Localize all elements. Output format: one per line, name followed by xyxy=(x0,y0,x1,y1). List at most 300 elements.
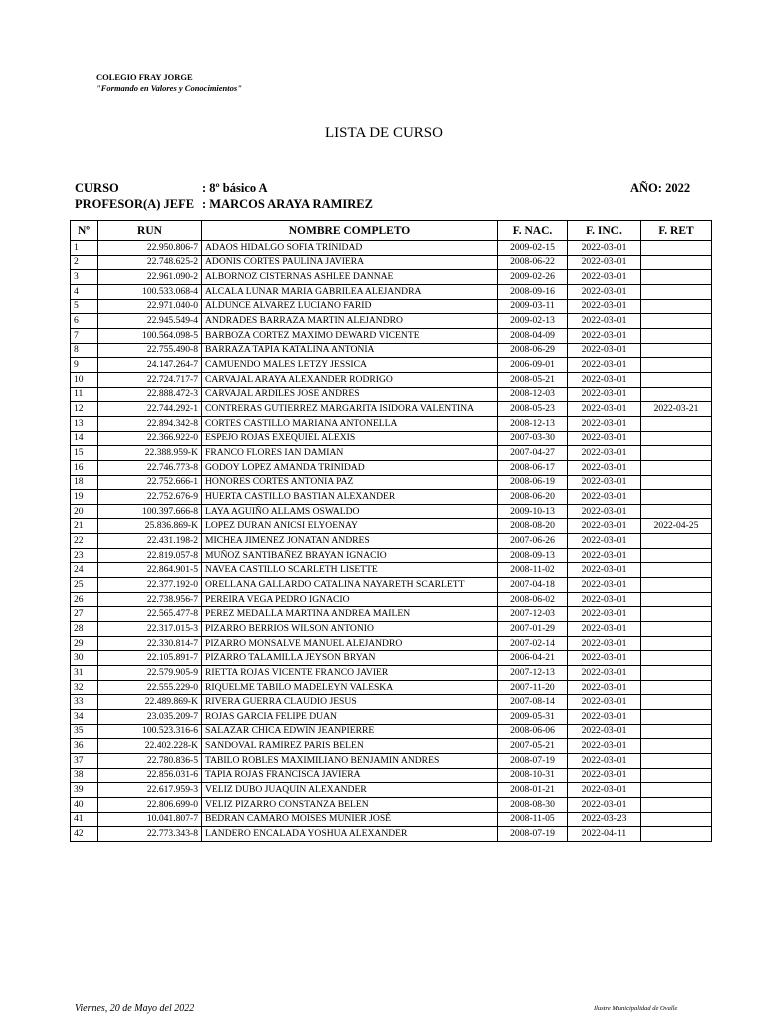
cell-number: 21 xyxy=(71,519,98,534)
cell-run: 22.752.676-9 xyxy=(98,490,202,505)
cell-number: 20 xyxy=(71,504,98,519)
cell-withdrawal-date xyxy=(641,490,712,505)
cell-run: 22.856.031-6 xyxy=(98,768,202,783)
footer-date: Viernes, 20 de Mayo del 2022 xyxy=(75,1003,195,1014)
cell-enrollment-date: 2022-03-01 xyxy=(568,651,641,666)
cell-birth-date: 2007-06-26 xyxy=(498,534,568,549)
table-row xyxy=(71,534,712,549)
cell-run: 22.950.806-7 xyxy=(98,241,202,256)
cell-birth-date: 2006-09-01 xyxy=(498,358,568,373)
cell-enrollment-date: 2022-03-01 xyxy=(568,724,641,739)
table-row xyxy=(71,255,712,270)
cell-birth-date: 2009-10-13 xyxy=(498,504,568,519)
cell-run: 100.397.666-8 xyxy=(98,504,202,519)
cell-full-name: TAPIA ROJAS FRANCISCA JAVIERA xyxy=(202,768,498,783)
cell-enrollment-date: 2022-03-01 xyxy=(568,739,641,754)
table-row xyxy=(71,710,712,725)
cell-run: 22.565.477-8 xyxy=(98,607,202,622)
profesor-line xyxy=(75,197,373,212)
header-number: Nº xyxy=(71,221,98,241)
cell-birth-date: 2007-05-21 xyxy=(498,739,568,754)
table-row xyxy=(71,475,712,490)
cell-run: 22.579.905-9 xyxy=(98,666,202,681)
cell-number: 32 xyxy=(71,680,98,695)
cell-full-name: LOPEZ DURAN ANICSI ELYOENAY xyxy=(202,519,498,534)
cell-full-name: RIVERA GUERRA CLAUDIO JESUS xyxy=(202,695,498,710)
cell-withdrawal-date xyxy=(641,343,712,358)
school-header xyxy=(96,72,242,94)
cell-enrollment-date: 2022-03-01 xyxy=(568,666,641,681)
table-row xyxy=(71,636,712,651)
cell-withdrawal-date xyxy=(641,299,712,314)
table-row xyxy=(71,812,712,827)
cell-run: 22.105.891-7 xyxy=(98,651,202,666)
cell-enrollment-date: 2022-03-01 xyxy=(568,563,641,578)
cell-birth-date: 2008-09-13 xyxy=(498,548,568,563)
cell-birth-date: 2009-02-26 xyxy=(498,270,568,285)
cell-full-name: ALDUNCE ALVAREZ LUCIANO FARID xyxy=(202,299,498,314)
cell-enrollment-date: 2022-03-01 xyxy=(568,446,641,461)
cell-birth-date: 2008-12-03 xyxy=(498,387,568,402)
cell-number: 15 xyxy=(71,446,98,461)
table-row xyxy=(71,739,712,754)
cell-birth-date: 2007-12-13 xyxy=(498,666,568,681)
cell-run: 22.402.228-K xyxy=(98,739,202,754)
cell-number: 4 xyxy=(71,284,98,299)
cell-birth-date: 2008-09-16 xyxy=(498,284,568,299)
document-title: LISTA DE CURSO xyxy=(325,125,443,141)
cell-number: 42 xyxy=(71,827,98,842)
cell-run: 22.748.625-2 xyxy=(98,255,202,270)
cell-withdrawal-date xyxy=(641,724,712,739)
table-row xyxy=(71,431,712,446)
cell-number: 41 xyxy=(71,812,98,827)
cell-run: 100.564.098-5 xyxy=(98,328,202,343)
cell-birth-date: 2008-06-17 xyxy=(498,460,568,475)
table-row xyxy=(71,299,712,314)
cell-enrollment-date: 2022-03-01 xyxy=(568,372,641,387)
cell-withdrawal-date xyxy=(641,739,712,754)
cell-number: 22 xyxy=(71,534,98,549)
cell-full-name: PIZARRO MONSALVE MANUEL ALEJANDRO xyxy=(202,636,498,651)
cell-birth-date: 2007-03-30 xyxy=(498,431,568,446)
cell-withdrawal-date xyxy=(641,783,712,798)
cell-number: 2 xyxy=(71,255,98,270)
cell-withdrawal-date: 2022-04-25 xyxy=(641,519,712,534)
cell-run: 22.971.040-0 xyxy=(98,299,202,314)
cell-number: 40 xyxy=(71,797,98,812)
profesor-label: PROFESOR(A) JEFE xyxy=(75,197,195,211)
cell-run: 24.147.264-7 xyxy=(98,358,202,373)
cell-withdrawal-date xyxy=(641,387,712,402)
table-row xyxy=(71,578,712,593)
cell-withdrawal-date xyxy=(641,504,712,519)
table-row xyxy=(71,314,712,329)
cell-full-name: ROJAS GARCIA FELIPE DUAN xyxy=(202,710,498,725)
cell-run: 23.035.209-7 xyxy=(98,710,202,725)
cell-full-name: ADAOS HIDALGO SOFIA TRINIDAD xyxy=(202,241,498,256)
cell-full-name: ADONIS CORTES PAULINA JAVIERA xyxy=(202,255,498,270)
cell-run: 22.819.057-8 xyxy=(98,548,202,563)
cell-enrollment-date: 2022-03-01 xyxy=(568,241,641,256)
cell-number: 6 xyxy=(71,314,98,329)
cell-number: 23 xyxy=(71,548,98,563)
cell-withdrawal-date xyxy=(641,812,712,827)
cell-birth-date: 2008-08-30 xyxy=(498,797,568,812)
header-full-name: NOMBRE COMPLETO xyxy=(202,221,498,241)
cell-birth-date: 2008-11-02 xyxy=(498,563,568,578)
cell-full-name: CARVAJAL ARAYA ALEXANDER RODRIGO xyxy=(202,372,498,387)
cell-birth-date: 2008-05-23 xyxy=(498,402,568,417)
cell-birth-date: 2006-04-21 xyxy=(498,651,568,666)
cell-full-name: LANDERO ENCALADA YOSHUA ALEXANDER xyxy=(202,827,498,842)
cell-run: 22.366.922-0 xyxy=(98,431,202,446)
cell-enrollment-date: 2022-03-01 xyxy=(568,504,641,519)
cell-full-name: PEREIRA VEGA PEDRO IGNACIO xyxy=(202,592,498,607)
cell-full-name: ORELLANA GALLARDO CATALINA NAYARETH SCARLETT xyxy=(202,578,498,593)
cell-full-name: RIETTA ROJAS VICENTE FRANCO JAVIER xyxy=(202,666,498,681)
cell-withdrawal-date xyxy=(641,372,712,387)
cell-withdrawal-date xyxy=(641,651,712,666)
table-row xyxy=(71,416,712,431)
cell-birth-date: 2008-06-29 xyxy=(498,343,568,358)
cell-full-name: BEDRAN CAMARO MOISES MUNIER JOSÉ xyxy=(202,812,498,827)
cell-run: 22.746.773-8 xyxy=(98,460,202,475)
cell-run: 22.744.292-1 xyxy=(98,402,202,417)
table-row xyxy=(71,402,712,417)
cell-enrollment-date: 2022-03-01 xyxy=(568,328,641,343)
table-row xyxy=(71,504,712,519)
cell-run: 22.806.699-0 xyxy=(98,797,202,812)
cell-birth-date: 2008-01-21 xyxy=(498,783,568,798)
table-row xyxy=(71,563,712,578)
school-name: COLEGIO FRAY JORGE xyxy=(96,72,193,82)
cell-full-name: BARBOZA CORTEZ MAXIMO DEWARD VICENTE xyxy=(202,328,498,343)
cell-enrollment-date: 2022-03-01 xyxy=(568,622,641,637)
cell-number: 9 xyxy=(71,358,98,373)
cell-number: 37 xyxy=(71,753,98,768)
table-body xyxy=(71,241,712,842)
cell-number: 28 xyxy=(71,622,98,637)
cell-enrollment-date: 2022-03-01 xyxy=(568,314,641,329)
cell-withdrawal-date xyxy=(641,578,712,593)
cell-full-name: HUERTA CASTILLO BASTIAN ALEXANDER xyxy=(202,490,498,505)
cell-full-name: VELIZ PIZARRO CONSTANZA BELEN xyxy=(202,797,498,812)
cell-run: 25.836.869-K xyxy=(98,519,202,534)
table-row xyxy=(71,651,712,666)
cell-run: 22.489.869-K xyxy=(98,695,202,710)
cell-withdrawal-date xyxy=(641,710,712,725)
cell-birth-date: 2008-12-13 xyxy=(498,416,568,431)
cell-full-name: FRANCO FLORES IAN DAMIAN xyxy=(202,446,498,461)
cell-number: 14 xyxy=(71,431,98,446)
table-row xyxy=(71,490,712,505)
table-row xyxy=(71,680,712,695)
cell-number: 7 xyxy=(71,328,98,343)
header-run: RUN xyxy=(98,221,202,241)
cell-withdrawal-date xyxy=(641,446,712,461)
cell-enrollment-date: 2022-03-01 xyxy=(568,636,641,651)
cell-withdrawal-date xyxy=(641,534,712,549)
cell-number: 24 xyxy=(71,563,98,578)
cell-full-name: ANDRADES BARRAZA MARTIN ALEJANDRO xyxy=(202,314,498,329)
cell-withdrawal-date xyxy=(641,460,712,475)
cell-withdrawal-date xyxy=(641,358,712,373)
cell-run: 22.724.717-7 xyxy=(98,372,202,387)
cell-enrollment-date: 2022-03-01 xyxy=(568,534,641,549)
cell-birth-date: 2008-10-31 xyxy=(498,768,568,783)
cell-birth-date: 2009-02-13 xyxy=(498,314,568,329)
cell-enrollment-date: 2022-03-01 xyxy=(568,797,641,812)
cell-withdrawal-date xyxy=(641,797,712,812)
cell-withdrawal-date xyxy=(641,431,712,446)
cell-enrollment-date: 2022-03-01 xyxy=(568,490,641,505)
table-row xyxy=(71,783,712,798)
cell-birth-date: 2008-06-22 xyxy=(498,255,568,270)
cell-withdrawal-date xyxy=(641,607,712,622)
cell-enrollment-date: 2022-03-01 xyxy=(568,519,641,534)
cell-enrollment-date: 2022-03-01 xyxy=(568,343,641,358)
cell-number: 29 xyxy=(71,636,98,651)
cell-enrollment-date: 2022-03-01 xyxy=(568,284,641,299)
cell-withdrawal-date xyxy=(641,475,712,490)
cell-number: 27 xyxy=(71,607,98,622)
profesor-value: : MARCOS ARAYA RAMIREZ xyxy=(202,197,373,211)
table-row xyxy=(71,270,712,285)
cell-birth-date: 2007-12-03 xyxy=(498,607,568,622)
cell-run: 22.617.959-3 xyxy=(98,783,202,798)
cell-enrollment-date: 2022-03-01 xyxy=(568,578,641,593)
cell-withdrawal-date xyxy=(641,753,712,768)
cell-number: 25 xyxy=(71,578,98,593)
table-row xyxy=(71,372,712,387)
cell-number: 16 xyxy=(71,460,98,475)
cell-full-name: CORTES CASTILLO MARIANA ANTONELLA xyxy=(202,416,498,431)
table-row xyxy=(71,519,712,534)
course-list-table xyxy=(70,220,712,842)
cell-birth-date: 2007-11-20 xyxy=(498,680,568,695)
cell-number: 8 xyxy=(71,343,98,358)
cell-enrollment-date: 2022-03-01 xyxy=(568,475,641,490)
cell-number: 10 xyxy=(71,372,98,387)
curso-line xyxy=(75,181,268,196)
cell-full-name: HONORES CORTES ANTONIA PAZ xyxy=(202,475,498,490)
cell-full-name: PIZARRO TALAMILLA JEYSON BRYAN xyxy=(202,651,498,666)
cell-full-name: CARVAJAL ARDILES JOSE ANDRES xyxy=(202,387,498,402)
cell-number: 26 xyxy=(71,592,98,607)
cell-withdrawal-date xyxy=(641,314,712,329)
cell-full-name: ESPEJO ROJAS EXEQUIEL ALEXIS xyxy=(202,431,498,446)
cell-birth-date: 2008-06-02 xyxy=(498,592,568,607)
cell-number: 5 xyxy=(71,299,98,314)
cell-run: 22.377.192-0 xyxy=(98,578,202,593)
cell-run: 22.388.959-K xyxy=(98,446,202,461)
curso-value: : 8º básico A xyxy=(202,181,268,195)
cell-full-name: MUÑOZ SANTIBAÑEZ BRAYAN IGNACIO xyxy=(202,548,498,563)
header-withdrawal-date: F. RET xyxy=(641,221,712,241)
cell-enrollment-date: 2022-03-01 xyxy=(568,768,641,783)
cell-enrollment-date: 2022-03-01 xyxy=(568,431,641,446)
cell-withdrawal-date xyxy=(641,241,712,256)
table-row xyxy=(71,827,712,842)
cell-withdrawal-date xyxy=(641,768,712,783)
table-row xyxy=(71,753,712,768)
cell-birth-date: 2007-04-27 xyxy=(498,446,568,461)
cell-run: 22.894.342-8 xyxy=(98,416,202,431)
curso-label: CURSO xyxy=(75,181,119,195)
table-row xyxy=(71,358,712,373)
cell-run: 22.961.090-2 xyxy=(98,270,202,285)
cell-full-name: PIZARRO BERRIOS WILSON ANTONIO xyxy=(202,622,498,637)
cell-withdrawal-date xyxy=(641,328,712,343)
cell-run: 22.773.343-8 xyxy=(98,827,202,842)
table-row xyxy=(71,446,712,461)
cell-enrollment-date: 2022-03-01 xyxy=(568,460,641,475)
table-row xyxy=(71,460,712,475)
cell-number: 19 xyxy=(71,490,98,505)
cell-enrollment-date: 2022-03-23 xyxy=(568,812,641,827)
cell-number: 13 xyxy=(71,416,98,431)
cell-number: 33 xyxy=(71,695,98,710)
cell-run: 22.888.472-3 xyxy=(98,387,202,402)
header-birth-date: F. NAC. xyxy=(498,221,568,241)
cell-run: 22.330.814-7 xyxy=(98,636,202,651)
cell-birth-date: 2007-02-14 xyxy=(498,636,568,651)
cell-withdrawal-date xyxy=(641,284,712,299)
cell-run: 22.755.490-8 xyxy=(98,343,202,358)
cell-withdrawal-date xyxy=(641,622,712,637)
table-row xyxy=(71,607,712,622)
cell-enrollment-date: 2022-03-01 xyxy=(568,753,641,768)
cell-full-name: SANDOVAL RAMIREZ PARIS BELEN xyxy=(202,739,498,754)
cell-full-name: BARRAZA TAPIA KATALINA ANTONIA xyxy=(202,343,498,358)
table-row xyxy=(71,592,712,607)
cell-full-name: RIQUELME TABILO MADELEYN VALESKA xyxy=(202,680,498,695)
cell-full-name: CAMUENDO MALES LETZY JESSICA xyxy=(202,358,498,373)
cell-withdrawal-date xyxy=(641,636,712,651)
cell-birth-date: 2009-05-31 xyxy=(498,710,568,725)
cell-enrollment-date: 2022-03-01 xyxy=(568,548,641,563)
cell-enrollment-date: 2022-03-01 xyxy=(568,783,641,798)
cell-enrollment-date: 2022-03-01 xyxy=(568,270,641,285)
cell-enrollment-date: 2022-03-01 xyxy=(568,710,641,725)
cell-enrollment-date: 2022-03-01 xyxy=(568,358,641,373)
cell-withdrawal-date xyxy=(641,548,712,563)
cell-number: 39 xyxy=(71,783,98,798)
header-enrollment-date: F. INC. xyxy=(568,221,641,241)
cell-withdrawal-date xyxy=(641,563,712,578)
cell-birth-date: 2009-02-15 xyxy=(498,241,568,256)
table-row xyxy=(71,548,712,563)
cell-enrollment-date: 2022-03-01 xyxy=(568,695,641,710)
footer-municipality: Ilustre Municipalidad de Ovalle xyxy=(594,1005,678,1012)
cell-full-name: VELIZ DUBO JUAQUIN ALEXANDER xyxy=(202,783,498,798)
cell-full-name: GODOY LOPEZ AMANDA TRINIDAD xyxy=(202,460,498,475)
cell-number: 11 xyxy=(71,387,98,402)
cell-birth-date: 2008-06-19 xyxy=(498,475,568,490)
table-header-row xyxy=(71,221,712,241)
cell-run: 100.533.068-4 xyxy=(98,284,202,299)
cell-birth-date: 2007-01-29 xyxy=(498,622,568,637)
cell-withdrawal-date xyxy=(641,827,712,842)
cell-withdrawal-date xyxy=(641,695,712,710)
cell-number: 18 xyxy=(71,475,98,490)
table-row xyxy=(71,241,712,256)
cell-enrollment-date: 2022-03-01 xyxy=(568,387,641,402)
cell-enrollment-date: 2022-04-11 xyxy=(568,827,641,842)
cell-number: 30 xyxy=(71,651,98,666)
cell-run: 100.523.316-6 xyxy=(98,724,202,739)
cell-full-name: SALAZAR CHICA EDWIN JEANPIERRE xyxy=(202,724,498,739)
cell-birth-date: 2008-08-20 xyxy=(498,519,568,534)
cell-run: 22.431.198-2 xyxy=(98,534,202,549)
year-label: AÑO: 2022 xyxy=(630,181,691,195)
table-row xyxy=(71,387,712,402)
cell-full-name: CONTRERAS GUTIERREZ MARGARITA ISIDORA VALENTINA xyxy=(202,402,498,417)
cell-number: 3 xyxy=(71,270,98,285)
cell-full-name: LAYA AGUIÑO ALLAMS OSWALDO xyxy=(202,504,498,519)
cell-full-name: ALCALA LUNAR MARIA GABRILEA ALEJANDRA xyxy=(202,284,498,299)
cell-enrollment-date: 2022-03-01 xyxy=(568,680,641,695)
cell-run: 22.317.015-3 xyxy=(98,622,202,637)
cell-birth-date: 2008-04-09 xyxy=(498,328,568,343)
cell-withdrawal-date: 2022-03-21 xyxy=(641,402,712,417)
cell-run: 10.041.807-7 xyxy=(98,812,202,827)
cell-number: 36 xyxy=(71,739,98,754)
cell-withdrawal-date xyxy=(641,666,712,681)
school-motto: "Formando en Valores y Conocimientos" xyxy=(96,83,242,93)
cell-full-name: PEREZ MEDALLA MARTINA ANDREA MAILEN xyxy=(202,607,498,622)
cell-birth-date: 2007-08-14 xyxy=(498,695,568,710)
cell-withdrawal-date xyxy=(641,270,712,285)
cell-run: 22.738.956-7 xyxy=(98,592,202,607)
cell-number: 31 xyxy=(71,666,98,681)
cell-number: 35 xyxy=(71,724,98,739)
cell-run: 22.864.901-5 xyxy=(98,563,202,578)
table-row xyxy=(71,797,712,812)
cell-run: 22.752.666-1 xyxy=(98,475,202,490)
cell-withdrawal-date xyxy=(641,416,712,431)
table-row xyxy=(71,724,712,739)
cell-number: 38 xyxy=(71,768,98,783)
cell-birth-date: 2008-06-06 xyxy=(498,724,568,739)
table-row xyxy=(71,343,712,358)
table-row xyxy=(71,284,712,299)
table-row xyxy=(71,328,712,343)
cell-withdrawal-date xyxy=(641,592,712,607)
table-row xyxy=(71,666,712,681)
table-row xyxy=(71,622,712,637)
cell-number: 12 xyxy=(71,402,98,417)
table-row xyxy=(71,768,712,783)
cell-enrollment-date: 2022-03-01 xyxy=(568,607,641,622)
cell-run: 22.945.549-4 xyxy=(98,314,202,329)
cell-full-name: MICHEA JIMENEZ JONATAN ANDRES xyxy=(202,534,498,549)
cell-birth-date: 2008-07-19 xyxy=(498,753,568,768)
cell-full-name: NAVEA CASTILLO SCARLETH LISETTE xyxy=(202,563,498,578)
cell-birth-date: 2008-06-20 xyxy=(498,490,568,505)
cell-number: 34 xyxy=(71,710,98,725)
cell-birth-date: 2009-03-11 xyxy=(498,299,568,314)
cell-enrollment-date: 2022-03-01 xyxy=(568,592,641,607)
cell-full-name: ALBORNOZ CISTERNAS ASHLEE DANNAE xyxy=(202,270,498,285)
cell-run: 22.555.229-0 xyxy=(98,680,202,695)
cell-enrollment-date: 2022-03-01 xyxy=(568,255,641,270)
cell-birth-date: 2007-04-18 xyxy=(498,578,568,593)
cell-withdrawal-date xyxy=(641,680,712,695)
cell-enrollment-date: 2022-03-01 xyxy=(568,416,641,431)
cell-withdrawal-date xyxy=(641,255,712,270)
